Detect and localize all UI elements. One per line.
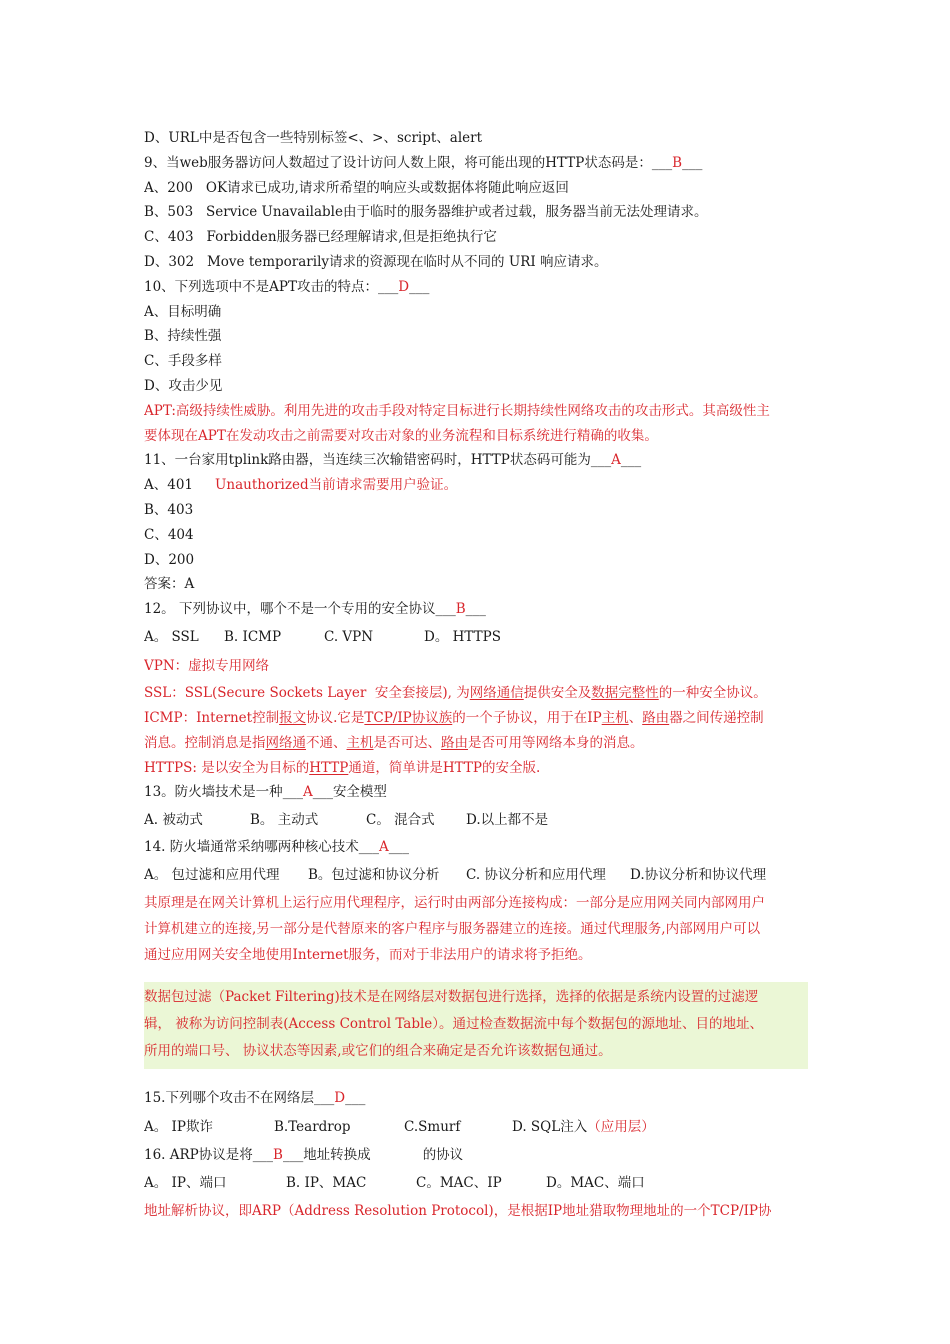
q12-options [144, 622, 808, 652]
link-route[interactable]: 路由 [441, 734, 468, 751]
vpn-note: VPN：虚拟专用网络 [144, 657, 270, 674]
link-http[interactable]: HTTP [309, 759, 349, 776]
proxy-note-line-3: 通过应用网关安全地使用Internet服务，而对于非法用户的请求将予拒绝。 [144, 946, 592, 963]
q11-option-d: D、200 [144, 551, 195, 568]
q13-option-b: B。 主动式 [250, 812, 319, 829]
q15-answer: D [334, 1089, 346, 1106]
link-host[interactable]: 主机 [601, 709, 629, 726]
q15-option-a: A。 IP欺诈 [144, 1118, 213, 1135]
https-note: HTTPS: 是以安全为目标的HTTP通道，简单讲是HTTP的安全版. [144, 759, 541, 776]
document-content [144, 126, 808, 1225]
q12-option-c: C. VPN [324, 628, 374, 645]
q9-option-d: D、302 Move temporarily请求的资源现在临时从不同的 URI 响应请求。 [144, 253, 608, 270]
q13-answer: A [302, 784, 313, 801]
q9-option-a: A、200 OK请求已成功,请求所希望的响应头或数据体将随此响应返回 [144, 179, 569, 196]
q15-options [144, 1113, 808, 1141]
link-router[interactable]: 路由 [642, 709, 670, 726]
q16-option-b: B. IP、MAC [286, 1174, 367, 1191]
q11-question: 11、一台家用tplink路由器，当连续三次输错密码时，HTTP状态码可能为___A___ [144, 452, 642, 469]
q14-question: 14. 防火墙通常采纳哪两种核心技术___A___ [144, 839, 410, 856]
arp-note: 地址解析协议，即ARP（Address Resolution Protocol)，是根据IP地址猎取物理地址的一个TCP/IP协 [144, 1202, 772, 1219]
q11-answer-line: 答案：A [144, 576, 195, 593]
q10-option-d: D、攻击少见 [144, 377, 223, 394]
q11-option-c: C、404 [144, 526, 194, 543]
q15-option-c: C.Smurf [404, 1118, 461, 1135]
q10-answer: D [398, 278, 410, 295]
q10-option-c: C、手段多样 [144, 353, 222, 370]
link-network-communication[interactable]: 网络通信 [469, 684, 524, 701]
packet-filter-line-1: 数据包过滤（Packet Filtering)技术是在网络层对数据包进行选择，选择的依据是系统内设置的过滤逻 [144, 988, 759, 1005]
q16-blank [371, 1145, 423, 1159]
link-data-integrity[interactable]: 数据完整性 [591, 684, 659, 701]
q8-option-d: D、URL中是否包含一些特别标签<、>、script、alert [144, 130, 483, 146]
q12-answer: B [455, 601, 466, 618]
q15-question: 15.下列哪个攻击不在网络层___D___ [144, 1089, 366, 1106]
q14-option-d: D.协议分析和协议代理 [630, 866, 767, 883]
apt-note-line-2: 要体现在APT在发动攻击之前需要对攻击对象的业务流程和目标系统进行精确的收集。 [144, 427, 658, 444]
q10-option-a: A、目标明确 [144, 303, 222, 320]
ssl-note: SSL：SSL(Secure Sockets Layer 安全套接层), 为网络通信提供安全及数据完整性的一种安全协议。 [144, 684, 767, 701]
q15-option-b: B.Teardrop [274, 1118, 351, 1135]
q16-answer: B [273, 1146, 283, 1163]
link-tcpip-suite[interactable]: TCP/IP协议族 [364, 709, 453, 726]
q16-option-c: C。MAC、IP [416, 1174, 502, 1191]
q14-answer: A [379, 839, 389, 856]
q14-option-b: B。包过滤和协议分析 [308, 866, 440, 883]
apt-note-line-1: APT:高级持续性威胁。利用先进的攻击手段对特定目标进行长期持续性网络攻击的攻击形式。其高级性主 [144, 402, 770, 419]
q12-question: 12。 下列协议中，哪个不是一个专用的安全协议___B___ [144, 601, 486, 618]
q16-option-d: D。MAC、端口 [546, 1174, 645, 1191]
q14-options [144, 860, 808, 890]
q13-options [144, 805, 808, 835]
q15-option-d: D. SQL注入（应用层） [512, 1118, 655, 1135]
packet-filter-line-2: 辑， 被称为访问控制表(Access Control Table）。通过检查数据流中每个数据包的源地址、目的地址、 [144, 1015, 764, 1032]
q12-option-a: A。 SSL [144, 628, 199, 645]
packet-filter-line-3: 所用的端口号、 协议状态等因素,或它们的组合来确定是否允许该数据包通过。 [144, 1042, 612, 1059]
q9-question: 9、当web服务器访问人数超过了设计访问人数上限，将可能出现的HTTP状态码是：___B___ [144, 154, 703, 171]
q9-option-c: C、403 Forbidden服务器已经理解请求,但是拒绝执行它 [144, 229, 497, 246]
q11-answer: A [611, 452, 621, 469]
link-message[interactable]: 报文 [279, 709, 307, 726]
proxy-note-line-1: 其原理是在网关计算机上运行应用代理程序，运行时由两部分连接构成：一部分是应用网关同内部网用户 [144, 894, 765, 911]
q16-options [144, 1169, 808, 1197]
q10-question: 10、下列选项中不是APT攻击的特点：___D___ [144, 278, 430, 295]
q10-option-b: B、持续性强 [144, 328, 222, 345]
q11-option-b: B、403 [144, 501, 194, 518]
q13-option-a: A. 被动式 [144, 812, 203, 829]
q11-option-a: A、401 Unauthorized当前请求需要用户验证。 [144, 477, 458, 494]
q12-option-d: D。 HTTPS [424, 628, 501, 645]
q9-option-b: B、503 Service Unavailable由于临时的服务器维护或者过载，服务器当前无法处理请求。 [144, 204, 708, 221]
icmp-note-line-1: ICMP：Internet控制报文协议.它是TCP/IP协议族的一个子协议，用于在IP主机、路由器之间传递控制 [144, 709, 764, 726]
q11-option-a-note: Unauthorized当前请求需要用户验证。 [215, 477, 458, 494]
proxy-note-line-2: 计算机建立的连接,另一部分是代替原来的客户程序与服务器建立的连接。通过代理服务,内部网用户可以 [144, 920, 761, 937]
q12-option-b: B. ICMP [224, 628, 282, 645]
q13-option-d: D.以上都不是 [466, 812, 549, 829]
q16-option-a: A。 IP、端口 [144, 1174, 227, 1191]
q15-option-d-note: （应用层） [587, 1118, 655, 1135]
link-host-2[interactable]: 主机 [346, 734, 374, 751]
q9-answer: B [672, 154, 683, 171]
link-network-connectivity[interactable]: 网络通 [265, 734, 306, 751]
q14-option-a: A。 包过滤和应用代理 [144, 866, 280, 883]
q14-option-c: C. 协议分析和应用代理 [466, 866, 606, 883]
q13-question: 13。防火墙技术是一种___A___安全模型 [144, 784, 387, 801]
packet-filtering-highlight [144, 982, 808, 1069]
q16-question: 16. ARP协议是将___B___地址转换成 的协议 [144, 1146, 464, 1163]
icmp-note-line-2: 消息。控制消息是指网络通不通、主机是否可达、路由是否可用等网络本身的消息。 [144, 734, 644, 751]
q13-option-c: C。 混合式 [366, 812, 435, 829]
